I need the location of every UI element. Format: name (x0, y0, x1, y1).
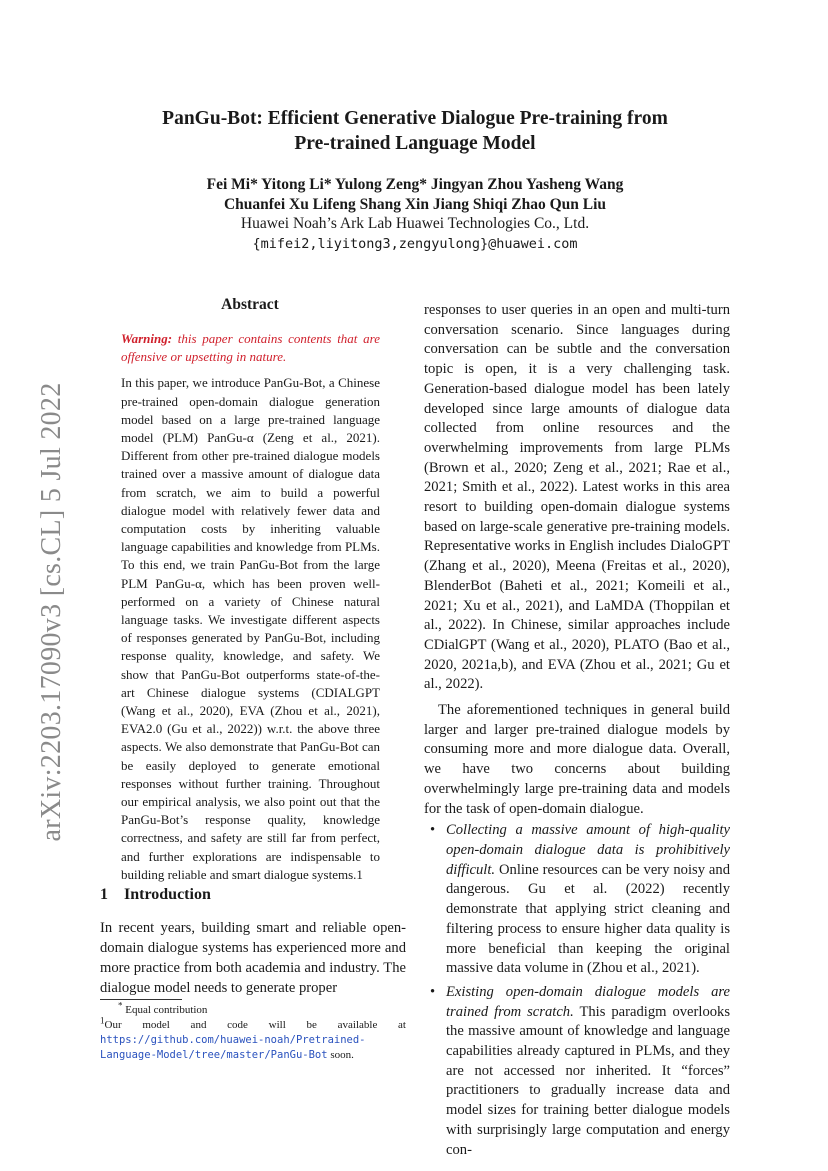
code-repository-link[interactable]: https://github.com/huawei-noah/Pretrained-Language-Model/tree/master/PanGu-Bot (100, 1034, 366, 1061)
content-warning (121, 330, 380, 366)
bullet-icon: • (430, 822, 436, 839)
title-line-1: PanGu-Bot: Efficient Generative Dialogue Pre-training from (162, 108, 668, 129)
author-list (90, 175, 740, 215)
concern-text: Online resources can be very noisy and dangerous. Gu et al. (2022) recently demonstrate that applying strict cleaning and filtering process to ensure higher data quality is more beneficial than keeping the original massive data volume in (Zhou et al., 2021). (446, 861, 730, 977)
warning-text: this paper contains contents that are offensive or upsetting in nature. (121, 331, 380, 365)
arxiv-identifier: arXiv:2203.17090v3 [cs.CL] 5 Jul 2022 (36, 382, 67, 842)
intro-right-column (424, 301, 730, 1164)
intro-paragraph-2: The aforementioned techniques in general build larger and larger pre-trained dialogue models by consuming more and more dialogue data. Overall, we have two concerns about building overwhelmingly large pre-training data and models for the task of open-domain dialogue. (424, 702, 730, 817)
footnote-divider (100, 999, 182, 1000)
concern-emphasis: Collecting a massive amount of high-quality open-domain dialogue data is prohibitively difficult. (446, 822, 730, 878)
concern-item-2 (430, 983, 731, 1160)
abstract-heading: Abstract (221, 296, 279, 313)
abstract-text: In this paper, we introduce PanGu-Bot, a Chinese pre-trained open-domain dialogue generation model based on a large pre-trained language model (PLM) PanGu-α (Zeng et al., 2021). Different from other pre-trained dialogue models trained over a massive amount of dialogue data from scratch, we aim to build a powerful dialogue model with relatively fewer data and computation costs by inheriting valuable language capabilities and knowledge from PLMs. To this end, we train PanGu-Bot from the large PLM PanGu-α, which has been proven well-performed on a variety of Chinese natural language tasks. We investigate different aspects of responses generated by PanGu-Bot, including response quality, knowledge, and safety. We show that PanGu-Bot outperforms state-of-the-art Chinese dialogue systems (CDIALGPT (Wang et al., 2020), EVA (Zhou et al., 2021), EVA2.0 (Gu et al., 2022)) w.r.t. the above three aspects. We also demonstrate that PanGu-Bot can be easily deployed to generate emotional responses without further training. Throughout our empirical analysis, we also point out that the PanGu-Bot’s response quality, knowledge correctness, and safety are still far from perfect, and further explorations are indispensable to building reliable and smart dialogue systems.1 (121, 375, 380, 882)
footnotes (100, 1000, 406, 1063)
title-line-2: Pre-trained Language Model (294, 133, 536, 154)
concerns-list (424, 821, 730, 1160)
footnote-code-suffix: soon. (327, 1049, 354, 1061)
footnote-equal-text: Equal contribution (125, 1004, 208, 1016)
intro-paragraph-1: responses to user queries in an open and multi-turn conversation scenario. Since languages during conversation can be subtle and the conversation topic is open, it is a very challenging task. Generation-based dialogue model has been lately developed since large amounts of dialogue data collected from online resources and the overwhelming improvements from large PLMs (Brown et al., 2020; Zeng et al., 2021; Rae et al., 2021; Smith et al., 2022). Latest works in this area resort to building open-domain dialogue systems based on large-scale generative pre-training models. Representative works in English includes DialoGPT (Zhang et al., 2020), Meena (Freitas et al., 2020), BlenderBot (Baheti et al., 2021; Komeili et al., 2021; Xu et al., 2021), and LaMDA (Thoppilan et al., 2022). In Chinese, similar approaches include CDialGPT (Wang et al., 2020), PLATO (Bao et al., 2020, 2021a,b), and EVA (Zhou et al., 2021; Gu et al., 2022). (424, 302, 730, 693)
author-emails: {mifei2,liyitong3,zengyulong}@huawei.com (252, 236, 578, 252)
concern-text: This paradigm overlooks the massive amount of knowledge and language capabilities already captured in PLMs, and they are not accessed nor inherited. It “forces” practitioners to gradually increase data and model sizes for training better dialogue models with surprisingly large computation and energy con- (446, 1003, 731, 1158)
footnote-code-availability: $^1$Our model and code will be available at https://github.com/huawei-noah/Pretrained-Language-Model/tree/master/PanGu-Bot soon. (100, 1015, 406, 1061)
authors-line-2: Chuanfei Xu Lifeng Shang Xin Jiang Shiqi Zhao Qun Liu (223, 196, 607, 213)
intro-left-column: In recent years, building smart and reliable open-domain dialogue systems has experienced more and more practice from both academia and industry. The dialogue model needs to generate proper (100, 920, 406, 996)
bullet-icon: • (430, 983, 436, 1000)
footnote-equal-contribution: * Equal contribution (118, 1000, 208, 1016)
footnote-code-text: Our model and code will be available at (104, 1019, 406, 1031)
abstract-body (121, 330, 380, 892)
section-number: 1 (100, 886, 108, 903)
affiliation: Huawei Noah’s Ark Lab Huawei Technologies Co., Ltd. (240, 215, 590, 232)
concern-emphasis: Existing open-domain dialogue models are trained from scratch. (446, 983, 730, 1020)
authors-line-1: Fei Mi* Yitong Li* Yulong Zeng* Jingyan Zhou Yasheng Wang (206, 176, 624, 193)
section-heading-introduction (100, 886, 211, 904)
section-title: Introduction (124, 886, 211, 903)
concern-item-1 (430, 821, 730, 979)
paper-title (90, 106, 740, 156)
warning-label: Warning: (121, 331, 173, 346)
